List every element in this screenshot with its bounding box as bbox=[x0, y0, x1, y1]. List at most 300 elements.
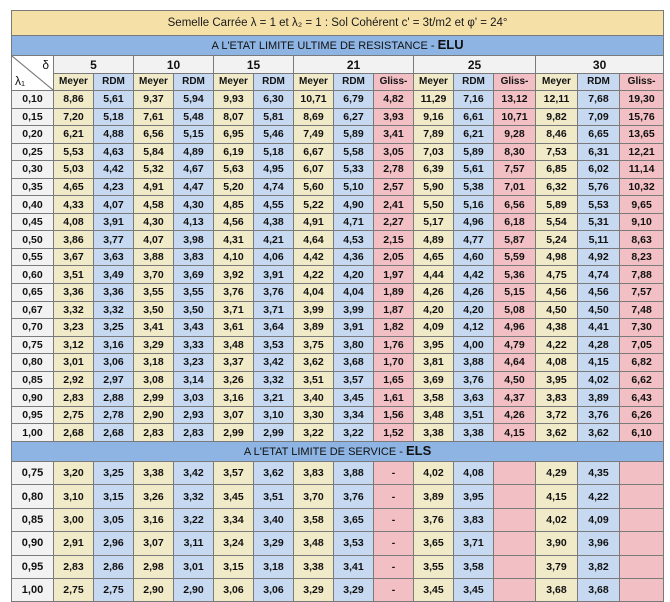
meyer-cell: 3,07 bbox=[134, 532, 174, 555]
gliss-cell: 6,56 bbox=[494, 196, 536, 214]
meyer-cell: 3,00 bbox=[54, 508, 94, 531]
delta-header-25: 25 bbox=[414, 56, 536, 74]
gliss-cell: 8,63 bbox=[620, 231, 664, 249]
gliss-cell: 2,05 bbox=[374, 248, 414, 266]
gliss-cell: 13,65 bbox=[620, 126, 664, 144]
gliss-cell bbox=[620, 508, 664, 531]
rdm-cell: 3,22 bbox=[334, 424, 374, 442]
rdm-cell: 6,65 bbox=[578, 126, 620, 144]
els-table-row bbox=[12, 555, 664, 578]
rdm-cell: 3,57 bbox=[334, 371, 374, 389]
meyer-cell: 3,07 bbox=[214, 406, 254, 424]
lambda1-value: 0,20 bbox=[12, 126, 54, 144]
meyer-cell: 4,91 bbox=[294, 213, 334, 231]
els-table-row bbox=[12, 532, 664, 555]
meyer-cell: 4,02 bbox=[414, 461, 454, 484]
meyer-cell: 3,86 bbox=[54, 231, 94, 249]
meyer-cell: 2,75 bbox=[54, 578, 94, 601]
rdm-cell: 3,11 bbox=[174, 532, 214, 555]
meyer-cell: 6,07 bbox=[294, 161, 334, 179]
gliss-cell: 6,10 bbox=[620, 424, 664, 442]
lambda1-value: 0,65 bbox=[12, 284, 54, 302]
lambda1-value: 0,75 bbox=[12, 336, 54, 354]
lambda1-value: 1,00 bbox=[12, 578, 54, 601]
meyer-cell: 2,83 bbox=[54, 389, 94, 407]
meyer-cell: 3,01 bbox=[54, 354, 94, 372]
meyer-cell: 3,70 bbox=[294, 485, 334, 508]
meyer-cell: 9,16 bbox=[414, 108, 454, 126]
meyer-cell: 2,75 bbox=[54, 406, 94, 424]
meyer-cell: 2,83 bbox=[134, 424, 174, 442]
meyer-cell: 5,90 bbox=[414, 178, 454, 196]
rdm-cell: 7,68 bbox=[578, 91, 620, 109]
gliss-cell: 1,89 bbox=[374, 284, 414, 302]
rdm-cell: 5,10 bbox=[334, 178, 374, 196]
gliss-cell: 4,82 bbox=[374, 91, 414, 109]
meyer-cell: 7,49 bbox=[294, 126, 334, 144]
col-header-gliss-delta-25: Gliss- bbox=[494, 74, 536, 91]
rdm-cell: 7,16 bbox=[454, 91, 494, 109]
rdm-cell: 6,79 bbox=[334, 91, 374, 109]
meyer-cell: 3,15 bbox=[214, 555, 254, 578]
meyer-cell: 4,44 bbox=[414, 266, 454, 284]
rdm-cell: 3,96 bbox=[578, 532, 620, 555]
elu-table-row bbox=[12, 319, 664, 337]
meyer-cell: 4,50 bbox=[536, 301, 578, 319]
gliss-cell: 3,93 bbox=[374, 108, 414, 126]
rdm-cell: 4,77 bbox=[454, 231, 494, 249]
meyer-cell: 8,69 bbox=[294, 108, 334, 126]
meyer-cell: 9,37 bbox=[134, 91, 174, 109]
gliss-cell: 10,32 bbox=[620, 178, 664, 196]
rdm-cell: 2,90 bbox=[174, 578, 214, 601]
bearing-capacity-table bbox=[11, 10, 664, 602]
lambda1-value: 0,35 bbox=[12, 178, 54, 196]
meyer-cell: 4,75 bbox=[536, 266, 578, 284]
meyer-cell: 5,17 bbox=[414, 213, 454, 231]
meyer-cell: 3,37 bbox=[214, 354, 254, 372]
rdm-cell: 4,42 bbox=[94, 161, 134, 179]
gliss-cell: 7,30 bbox=[620, 319, 664, 337]
meyer-cell: 2,92 bbox=[54, 371, 94, 389]
rdm-cell: 6,21 bbox=[454, 126, 494, 144]
els-table-row bbox=[12, 578, 664, 601]
meyer-cell: 5,60 bbox=[294, 178, 334, 196]
elu-table-row bbox=[12, 178, 664, 196]
lambda1-value: 0,90 bbox=[12, 532, 54, 555]
meyer-cell: 4,30 bbox=[134, 213, 174, 231]
gliss-cell: 13,12 bbox=[494, 91, 536, 109]
meyer-cell: 4,10 bbox=[214, 248, 254, 266]
gliss-cell: 1,56 bbox=[374, 406, 414, 424]
meyer-cell: 3,70 bbox=[134, 266, 174, 284]
elu-banner-code: ELU bbox=[437, 37, 464, 52]
gliss-cell: 4,15 bbox=[494, 424, 536, 442]
meyer-cell: 9,82 bbox=[536, 108, 578, 126]
rdm-cell: 4,26 bbox=[454, 284, 494, 302]
rdm-cell: 4,88 bbox=[94, 126, 134, 144]
gliss-cell: 5,08 bbox=[494, 301, 536, 319]
meyer-cell: 3,71 bbox=[214, 301, 254, 319]
rdm-cell: 3,33 bbox=[174, 336, 214, 354]
lambda1-value: 0,80 bbox=[12, 354, 54, 372]
meyer-cell: 4,65 bbox=[54, 178, 94, 196]
rdm-cell: 4,28 bbox=[578, 336, 620, 354]
rdm-cell: 4,30 bbox=[174, 196, 214, 214]
rdm-cell: 3,91 bbox=[94, 213, 134, 231]
rdm-cell: 4,22 bbox=[578, 485, 620, 508]
meyer-cell: 5,54 bbox=[536, 213, 578, 231]
elu-table-row bbox=[12, 231, 664, 249]
gliss-cell: - bbox=[374, 532, 414, 555]
rdm-cell: 4,07 bbox=[94, 196, 134, 214]
lambda-delta-corner bbox=[12, 56, 54, 91]
delta-header-15: 15 bbox=[214, 56, 294, 74]
lambda1-value: 1,00 bbox=[12, 424, 54, 442]
meyer-cell: 5,50 bbox=[414, 196, 454, 214]
meyer-cell: 3,22 bbox=[294, 424, 334, 442]
rdm-cell: 6,27 bbox=[334, 108, 374, 126]
rdm-cell: 3,89 bbox=[578, 389, 620, 407]
els-table-row bbox=[12, 485, 664, 508]
meyer-cell: 4,64 bbox=[294, 231, 334, 249]
meyer-cell: 6,85 bbox=[536, 161, 578, 179]
gliss-cell: 6,18 bbox=[494, 213, 536, 231]
lambda1-value: 0,60 bbox=[12, 266, 54, 284]
meyer-cell: 7,20 bbox=[54, 108, 94, 126]
meyer-cell: 2,68 bbox=[54, 424, 94, 442]
rdm-cell: 4,92 bbox=[578, 248, 620, 266]
meyer-cell: 5,84 bbox=[134, 143, 174, 161]
meyer-cell: 3,83 bbox=[294, 461, 334, 484]
meyer-cell: 3,26 bbox=[214, 371, 254, 389]
meyer-cell: 6,21 bbox=[54, 126, 94, 144]
rdm-cell: 3,63 bbox=[454, 389, 494, 407]
gliss-cell: 5,15 bbox=[494, 284, 536, 302]
rdm-cell: 3,71 bbox=[454, 532, 494, 555]
rdm-cell: 4,53 bbox=[334, 231, 374, 249]
lambda1-value: 0,40 bbox=[12, 196, 54, 214]
rdm-cell: 3,76 bbox=[454, 371, 494, 389]
rdm-cell: 3,65 bbox=[334, 508, 374, 531]
gliss-cell: 1,87 bbox=[374, 301, 414, 319]
rdm-cell: 3,06 bbox=[94, 354, 134, 372]
rdm-cell: 6,30 bbox=[254, 91, 294, 109]
gliss-cell bbox=[494, 461, 536, 484]
gliss-cell: 9,65 bbox=[620, 196, 664, 214]
rdm-cell: 3,32 bbox=[254, 371, 294, 389]
rdm-cell: 4,09 bbox=[578, 508, 620, 531]
gliss-cell: 8,23 bbox=[620, 248, 664, 266]
lambda1-value: 0,55 bbox=[12, 248, 54, 266]
rdm-cell: 3,41 bbox=[334, 555, 374, 578]
rdm-cell: 4,50 bbox=[578, 301, 620, 319]
rdm-cell: 2,83 bbox=[174, 424, 214, 442]
rdm-cell: 2,75 bbox=[94, 578, 134, 601]
meyer-cell: 4,04 bbox=[294, 284, 334, 302]
meyer-cell: 4,29 bbox=[536, 461, 578, 484]
elu-table-row bbox=[12, 389, 664, 407]
els-banner bbox=[12, 441, 664, 461]
meyer-cell: 2,91 bbox=[54, 532, 94, 555]
gliss-cell: 5,87 bbox=[494, 231, 536, 249]
gliss-cell: 2,41 bbox=[374, 196, 414, 214]
meyer-cell: 3,41 bbox=[134, 319, 174, 337]
gliss-cell: 15,76 bbox=[620, 108, 664, 126]
gliss-cell: 6,43 bbox=[620, 389, 664, 407]
rdm-cell: 3,71 bbox=[254, 301, 294, 319]
rdm-cell: 3,58 bbox=[454, 555, 494, 578]
rdm-cell: 5,89 bbox=[454, 143, 494, 161]
meyer-cell: 2,98 bbox=[134, 555, 174, 578]
delta-symbol: δ bbox=[42, 58, 49, 72]
rdm-cell: 5,61 bbox=[454, 161, 494, 179]
gliss-cell: 1,76 bbox=[374, 336, 414, 354]
rdm-cell: 3,99 bbox=[334, 301, 374, 319]
table-title: Semelle Carrée λ = 1 et λ₂ = 1 : Sol Cohérent c' = 3t/m2 et φ' = 24° bbox=[12, 11, 664, 36]
rdm-cell: 4,21 bbox=[254, 231, 294, 249]
rdm-cell: 3,76 bbox=[254, 284, 294, 302]
meyer-cell: 2,99 bbox=[214, 424, 254, 442]
rdm-cell: 3,23 bbox=[174, 354, 214, 372]
meyer-cell: 6,32 bbox=[536, 178, 578, 196]
rdm-cell: 3,45 bbox=[454, 578, 494, 601]
els-banner-text: A L'ETAT LIMITE DE SERVICE - bbox=[243, 445, 403, 458]
meyer-cell: 4,22 bbox=[536, 336, 578, 354]
meyer-cell: 4,89 bbox=[414, 231, 454, 249]
meyer-cell: 3,45 bbox=[414, 578, 454, 601]
rdm-cell: 3,40 bbox=[254, 508, 294, 531]
gliss-cell bbox=[620, 461, 664, 484]
meyer-cell: 4,22 bbox=[294, 266, 334, 284]
rdm-cell: 4,35 bbox=[578, 461, 620, 484]
rdm-cell: 4,04 bbox=[334, 284, 374, 302]
rdm-cell: 2,96 bbox=[94, 532, 134, 555]
gliss-cell: 4,96 bbox=[494, 319, 536, 337]
meyer-cell: 6,95 bbox=[214, 126, 254, 144]
meyer-cell: 2,90 bbox=[134, 578, 174, 601]
gliss-cell: 5,59 bbox=[494, 248, 536, 266]
meyer-cell: 3,06 bbox=[214, 578, 254, 601]
meyer-cell: 9,93 bbox=[214, 91, 254, 109]
rdm-cell: 6,61 bbox=[454, 108, 494, 126]
lambda1-value: 0,85 bbox=[12, 508, 54, 531]
rdm-cell: 3,53 bbox=[254, 336, 294, 354]
gliss-cell: 4,26 bbox=[494, 406, 536, 424]
rdm-cell: 2,93 bbox=[174, 406, 214, 424]
meyer-cell: 5,89 bbox=[536, 196, 578, 214]
meyer-cell: 4,02 bbox=[536, 508, 578, 531]
meyer-cell: 4,58 bbox=[134, 196, 174, 214]
rdm-cell: 5,11 bbox=[578, 231, 620, 249]
rdm-cell: 3,76 bbox=[578, 406, 620, 424]
gliss-cell: 7,01 bbox=[494, 178, 536, 196]
meyer-cell: 3,67 bbox=[54, 248, 94, 266]
gliss-cell: - bbox=[374, 555, 414, 578]
col-header-rdm-delta-5: RDM bbox=[94, 74, 134, 91]
gliss-cell: 4,79 bbox=[494, 336, 536, 354]
meyer-cell: 8,86 bbox=[54, 91, 94, 109]
meyer-cell: 3,75 bbox=[294, 336, 334, 354]
meyer-cell: 3,51 bbox=[54, 266, 94, 284]
lambda1-value: 0,45 bbox=[12, 213, 54, 231]
meyer-cell: 6,19 bbox=[214, 143, 254, 161]
rdm-cell: 5,31 bbox=[578, 213, 620, 231]
meyer-cell: 3,58 bbox=[414, 389, 454, 407]
meyer-cell: 3,90 bbox=[536, 532, 578, 555]
delta-header-10: 10 bbox=[134, 56, 214, 74]
meyer-cell: 3,10 bbox=[54, 485, 94, 508]
lambda1-value: 0,50 bbox=[12, 231, 54, 249]
rdm-cell: 5,46 bbox=[254, 126, 294, 144]
rdm-cell: 3,14 bbox=[174, 371, 214, 389]
meyer-cell: 3,79 bbox=[536, 555, 578, 578]
gliss-cell: 2,27 bbox=[374, 213, 414, 231]
meyer-cell: 11,29 bbox=[414, 91, 454, 109]
rdm-cell: 7,09 bbox=[578, 108, 620, 126]
rdm-cell: 3,10 bbox=[254, 406, 294, 424]
meyer-cell: 3,62 bbox=[294, 354, 334, 372]
rdm-cell: 4,96 bbox=[454, 213, 494, 231]
rdm-cell: 3,42 bbox=[254, 354, 294, 372]
rdm-cell: 3,51 bbox=[254, 485, 294, 508]
gliss-cell: - bbox=[374, 461, 414, 484]
lambda1-value: 0,75 bbox=[12, 461, 54, 484]
meyer-cell: 3,81 bbox=[414, 354, 454, 372]
gliss-cell: - bbox=[374, 485, 414, 508]
rdm-cell: 3,77 bbox=[94, 231, 134, 249]
rdm-cell: 3,76 bbox=[334, 485, 374, 508]
elu-table-row bbox=[12, 336, 664, 354]
rdm-cell: 3,62 bbox=[254, 461, 294, 484]
meyer-cell: 3,29 bbox=[134, 336, 174, 354]
elu-table-row bbox=[12, 126, 664, 144]
rdm-cell: 3,21 bbox=[254, 389, 294, 407]
rdm-cell: 4,74 bbox=[578, 266, 620, 284]
rdm-cell: 3,51 bbox=[454, 406, 494, 424]
meyer-cell: 3,48 bbox=[214, 336, 254, 354]
meyer-cell: 7,89 bbox=[414, 126, 454, 144]
lambda1-value: 0,95 bbox=[12, 406, 54, 424]
meyer-cell: 2,99 bbox=[134, 389, 174, 407]
rdm-cell: 5,18 bbox=[254, 143, 294, 161]
gliss-cell: 9,10 bbox=[620, 213, 664, 231]
rdm-cell: 4,41 bbox=[578, 319, 620, 337]
elu-table-row bbox=[12, 354, 664, 372]
meyer-cell: 3,08 bbox=[134, 371, 174, 389]
meyer-cell: 3,16 bbox=[134, 508, 174, 531]
col-header-gliss-delta-30: Gliss- bbox=[620, 74, 664, 91]
col-header-meyer-delta-21: Meyer bbox=[294, 74, 334, 91]
meyer-cell: 8,46 bbox=[536, 126, 578, 144]
rdm-cell: 3,22 bbox=[174, 508, 214, 531]
meyer-cell: 3,30 bbox=[294, 406, 334, 424]
meyer-cell: 6,39 bbox=[414, 161, 454, 179]
elu-table-row bbox=[12, 266, 664, 284]
els-table-row bbox=[12, 508, 664, 531]
rdm-cell: 4,47 bbox=[174, 178, 214, 196]
elu-table-row bbox=[12, 406, 664, 424]
meyer-cell: 3,16 bbox=[214, 389, 254, 407]
elu-table-row bbox=[12, 284, 664, 302]
gliss-cell: 2,78 bbox=[374, 161, 414, 179]
rdm-cell: 3,03 bbox=[174, 389, 214, 407]
meyer-cell: 4,91 bbox=[134, 178, 174, 196]
gliss-cell: 3,41 bbox=[374, 126, 414, 144]
rdm-cell: 4,60 bbox=[454, 248, 494, 266]
rdm-cell: 3,83 bbox=[454, 508, 494, 531]
rdm-cell: 3,42 bbox=[174, 461, 214, 484]
elu-table-row bbox=[12, 424, 664, 442]
rdm-cell: 4,15 bbox=[578, 354, 620, 372]
meyer-cell: 7,53 bbox=[536, 143, 578, 161]
gliss-cell: 7,05 bbox=[620, 336, 664, 354]
gliss-cell: 7,57 bbox=[494, 161, 536, 179]
rdm-cell: 4,23 bbox=[94, 178, 134, 196]
meyer-cell: 3,88 bbox=[134, 248, 174, 266]
meyer-cell: 3,12 bbox=[54, 336, 94, 354]
rdm-cell: 5,58 bbox=[334, 143, 374, 161]
rdm-cell: 3,53 bbox=[334, 532, 374, 555]
rdm-cell: 4,90 bbox=[334, 196, 374, 214]
meyer-cell: 3,23 bbox=[54, 319, 94, 337]
elu-table-row bbox=[12, 248, 664, 266]
meyer-cell: 3,72 bbox=[536, 406, 578, 424]
col-header-rdm-delta-21: RDM bbox=[334, 74, 374, 91]
rdm-cell: 5,33 bbox=[334, 161, 374, 179]
rdm-cell: 4,38 bbox=[254, 213, 294, 231]
rdm-cell: 3,34 bbox=[334, 406, 374, 424]
rdm-cell: 3,88 bbox=[334, 461, 374, 484]
gliss-cell: 1,70 bbox=[374, 354, 414, 372]
meyer-cell: 7,61 bbox=[134, 108, 174, 126]
rdm-cell: 3,64 bbox=[254, 319, 294, 337]
rdm-cell: 2,88 bbox=[94, 389, 134, 407]
meyer-cell: 3,32 bbox=[54, 301, 94, 319]
elu-table-row bbox=[12, 108, 664, 126]
meyer-cell: 3,38 bbox=[294, 555, 334, 578]
rdm-cell: 5,76 bbox=[578, 178, 620, 196]
rdm-cell: 3,32 bbox=[94, 301, 134, 319]
elu-table-row bbox=[12, 301, 664, 319]
gliss-cell: 7,88 bbox=[620, 266, 664, 284]
rdm-cell: 5,94 bbox=[174, 91, 214, 109]
gliss-cell bbox=[494, 485, 536, 508]
gliss-cell bbox=[620, 555, 664, 578]
rdm-cell: 3,50 bbox=[174, 301, 214, 319]
elu-table-row bbox=[12, 196, 664, 214]
meyer-cell: 4,65 bbox=[414, 248, 454, 266]
els-table-row bbox=[12, 461, 664, 484]
delta-header-21: 21 bbox=[294, 56, 414, 74]
meyer-cell: 3,55 bbox=[414, 555, 454, 578]
gliss-cell: 11,14 bbox=[620, 161, 664, 179]
meyer-cell: 5,22 bbox=[294, 196, 334, 214]
meyer-cell: 3,69 bbox=[414, 371, 454, 389]
gliss-cell: 2,57 bbox=[374, 178, 414, 196]
rdm-cell: 4,20 bbox=[334, 266, 374, 284]
rdm-cell: 3,29 bbox=[334, 578, 374, 601]
rdm-cell: 5,48 bbox=[174, 108, 214, 126]
rdm-cell: 4,63 bbox=[94, 143, 134, 161]
rdm-cell: 3,80 bbox=[334, 336, 374, 354]
gliss-cell: 9,28 bbox=[494, 126, 536, 144]
gliss-cell bbox=[620, 485, 664, 508]
meyer-cell: 3,26 bbox=[134, 485, 174, 508]
rdm-cell: 5,89 bbox=[334, 126, 374, 144]
gliss-cell: 1,65 bbox=[374, 371, 414, 389]
gliss-cell: 6,26 bbox=[620, 406, 664, 424]
